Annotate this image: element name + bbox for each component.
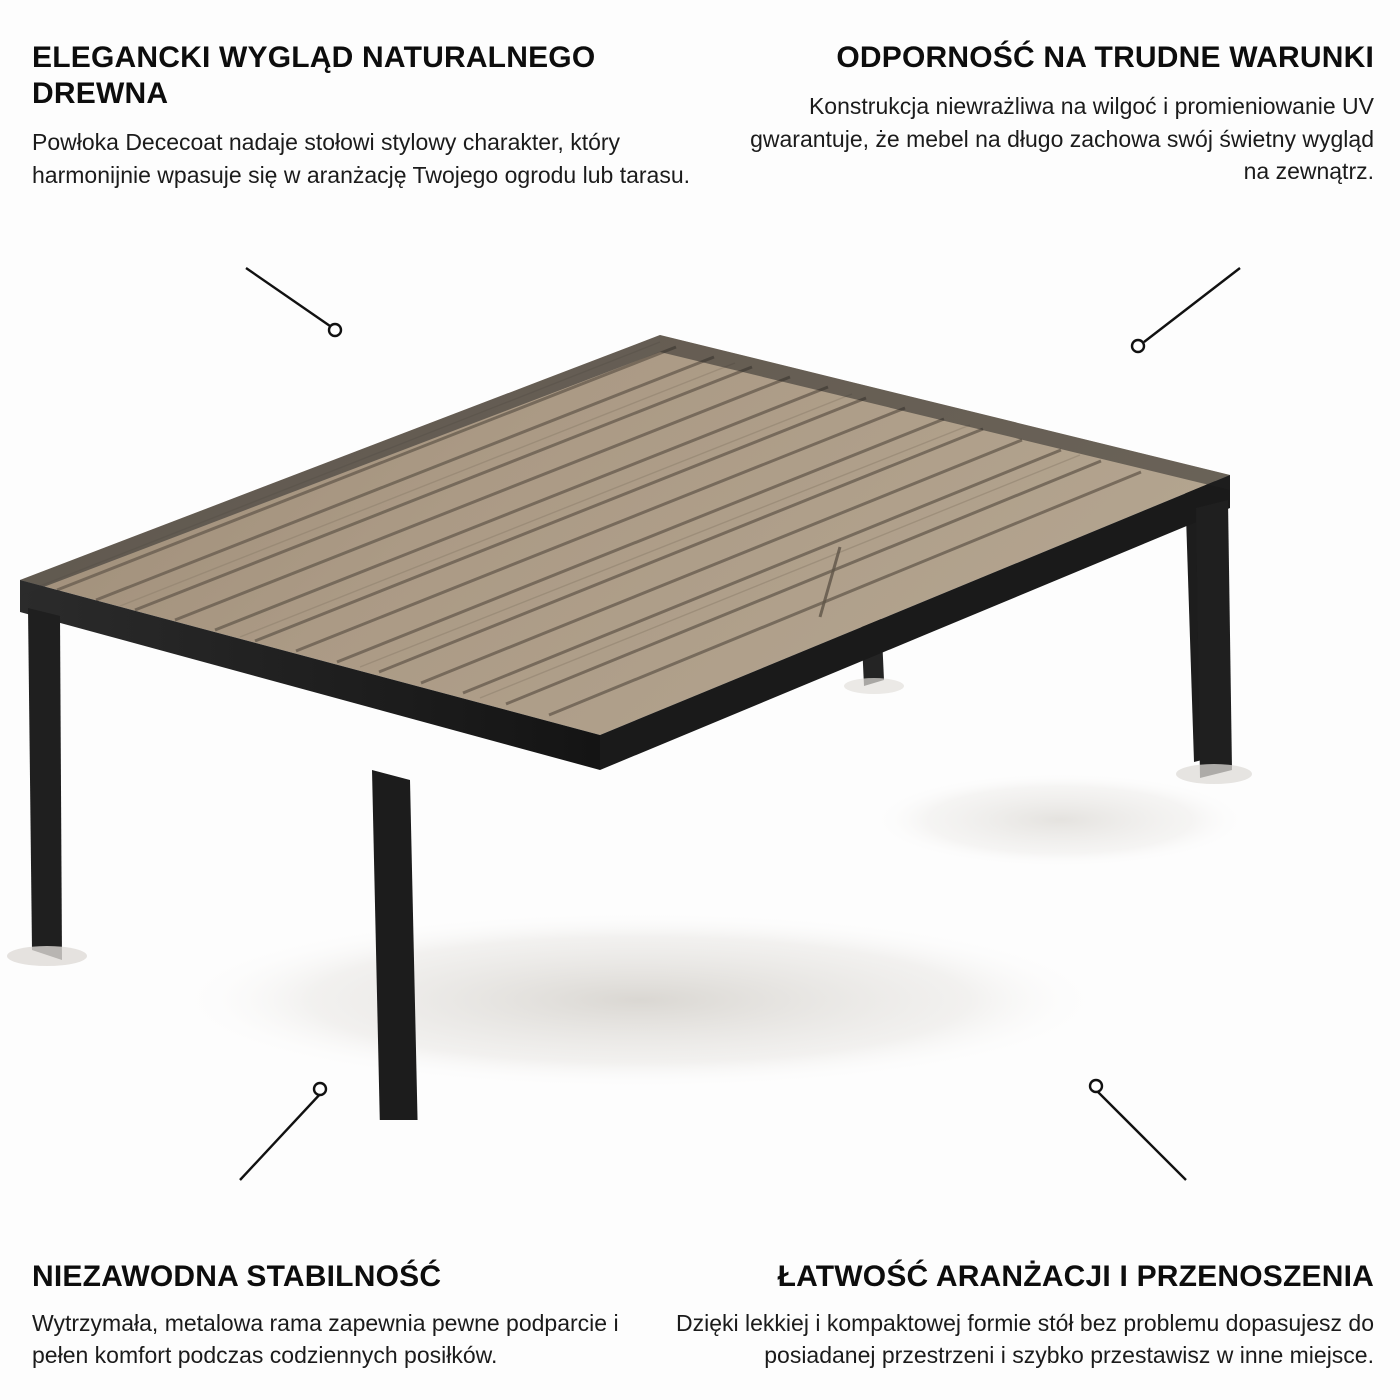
feature-title: ŁATWOŚĆ ARANŻACJI I PRZENOSZENIA: [777, 1259, 1374, 1293]
feature-bottom-right: [644, 1259, 1374, 1372]
table-leg-right: [1196, 500, 1232, 778]
feature-body: Wytrzymała, metalowa rama zapewnia pewne podparcie i pełen komfort podczas codziennych posiłków.: [32, 1309, 619, 1369]
feature-title: ELEGANCKI WYGLĄD NATURALNEGO DREWNA: [32, 41, 596, 110]
feature-top-left: [32, 40, 732, 191]
garden-table-graphic: [0, 300, 1400, 1120]
table-leg-front-left: [28, 608, 62, 960]
feature-body: Konstrukcja niewrażliwa na wilgoć i promieniowanie UV gwarantuje, że mebel na długo zachowa swój świetny wygląd na zewnątrz.: [750, 93, 1374, 185]
feature-body: Powłoka Dececoat nadaje stołowi stylowy charakter, który harmonijnie wpasuje się w aranżację Twojego ogrodu lub tarasu.: [32, 129, 691, 188]
table-top: [20, 335, 1230, 735]
feature-body: Dzięki lekkiej i kompaktowej formie stół bez problemu dopasujesz do posiadanej przestrzeni i szybko przestawisz w inne miejsce.: [676, 1309, 1374, 1369]
feature-title: ODPORNOŚĆ NA TRUDNE WARUNKI: [836, 41, 1374, 74]
feature-top-right: [734, 40, 1374, 188]
feature-title: NIEZAWODNA STABILNOŚĆ: [32, 1259, 442, 1293]
table-leg-front-centre: [372, 770, 418, 1120]
product-illustration: [0, 300, 1400, 1120]
feature-bottom-left: [32, 1259, 652, 1372]
